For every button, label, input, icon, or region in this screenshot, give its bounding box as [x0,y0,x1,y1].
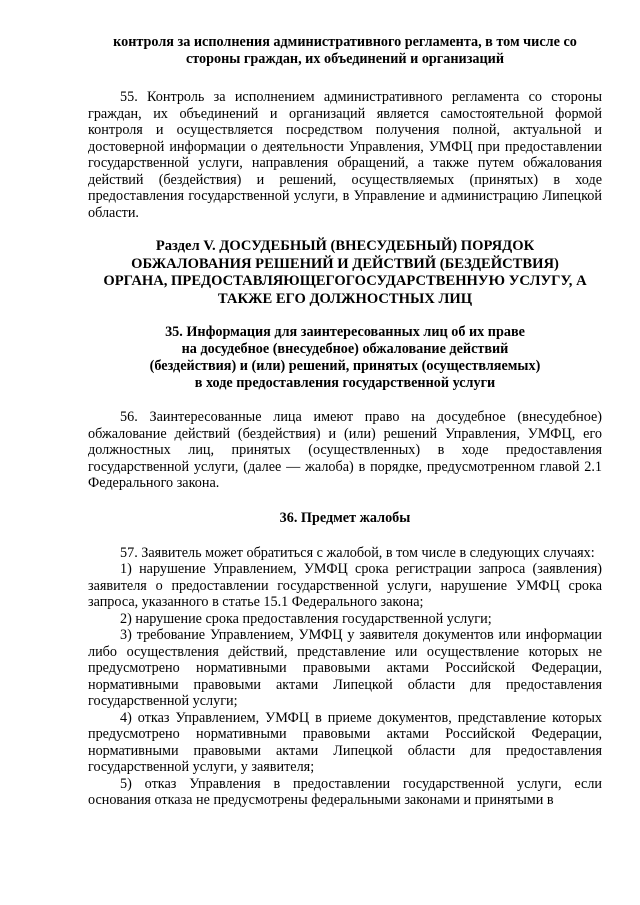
heading-line: 36. Предмет жалобы [279,509,411,526]
list-item: 5) отказ Управления в предоставлении государственной услуги, если основания отказа не предусмотрены федеральными законами и принятыми в [88,775,602,808]
list-item: 3) требование Управлением, УМФЦ у заявителя документов или информации либо осуществления действий, представление или осуществление которых не предусмотрено нормативными правовыми актами Российской Федерации, нормативными правовыми актами Липецкой области для предоставления государственной услуги; [88,627,602,709]
heading-line: (бездействия) и (или) решений, принятых (осуществляемых) [149,358,541,374]
heading-line: 35. Информация для заинтересованных лиц об их праве [165,324,525,340]
section-title-line: Раздел V. ДОСУДЕБНЫЙ (ВНЕСУДЕБНЫЙ) ПОРЯДОК [155,238,535,254]
section-v-title [88,238,602,308]
section-title-line: ОБЖАЛОВАНИЯ РЕШЕНИЙ И ДЕЙСТВИЙ (БЕЗДЕЙСТВИЯ) [131,255,559,272]
heading-line: на досудебное (внесудебное) обжалование действий [181,341,509,357]
heading-line: стороны граждан, их объединений и организаций [185,51,505,67]
heading-35 [88,324,602,392]
document-page [88,34,602,809]
list-item: 4) отказ Управлением, УМФЦ в приеме документов, представление которых предусмотрено нормативными правовыми актами Российской Федерации, нормативными правовыми актами Липецкой области для предоставления государственной услуги, у заявителя; [88,709,602,775]
paragraph-55: 55. Контроль за исполнением административного регламента со стороны граждан, их объединений и организаций является самостоятельной формой контроля и осуществляется посредством получения полной, актуальной и достоверной информации о деятельности Управления, УМФЦ при предоставлении государственной услуги, направления обращений, а также путем обжалования действий (бездействия) и решений, осуществляемых (принятых) в ходе предоставления государственной услуги, в Управление и администрацию Липецкой области. [88,89,602,221]
heading-line: контроля за исполнения административного регламента, в том числе со [113,34,577,50]
paragraph-56: 56. Заинтересованные лица имеют право на досудебное (внесудебное) обжалование действий (бездействия) и (или) решений Управления, УМФЦ, его должностных лиц, принятых (осуществленных) в ходе предоставления государственной услуги, (далее — жалоба) в порядке, предусмотренном главой 2.1 Федерального закона. [88,409,602,491]
heading-control-by-citizens [88,34,602,68]
section-title-line: ТАКЖЕ ЕГО ДОЛЖНОСТНЫХ ЛИЦ [217,290,473,307]
section-title-line: ОРГАНА, ПРЕДОСТАВЛЯЮЩЕГОГОСУДАРСТВЕННУЮ УСЛУГУ, А [103,273,587,289]
list-item: 1) нарушение Управлением, УМФЦ срока регистрации запроса (заявления) заявителя о предоставлении государственной услуги, нарушение УМФЦ срока запроса, указанного в статье 15.1 Федерального закона; [88,561,602,610]
list-item: 2) нарушение срока предоставления государственной услуги; [120,610,492,627]
heading-36 [88,510,602,527]
heading-line: в ходе предоставления государственной услуги [194,375,496,391]
paragraph-57: 57. Заявитель может обратиться с жалобой, в том числе в следующих случаях: [120,544,595,561]
